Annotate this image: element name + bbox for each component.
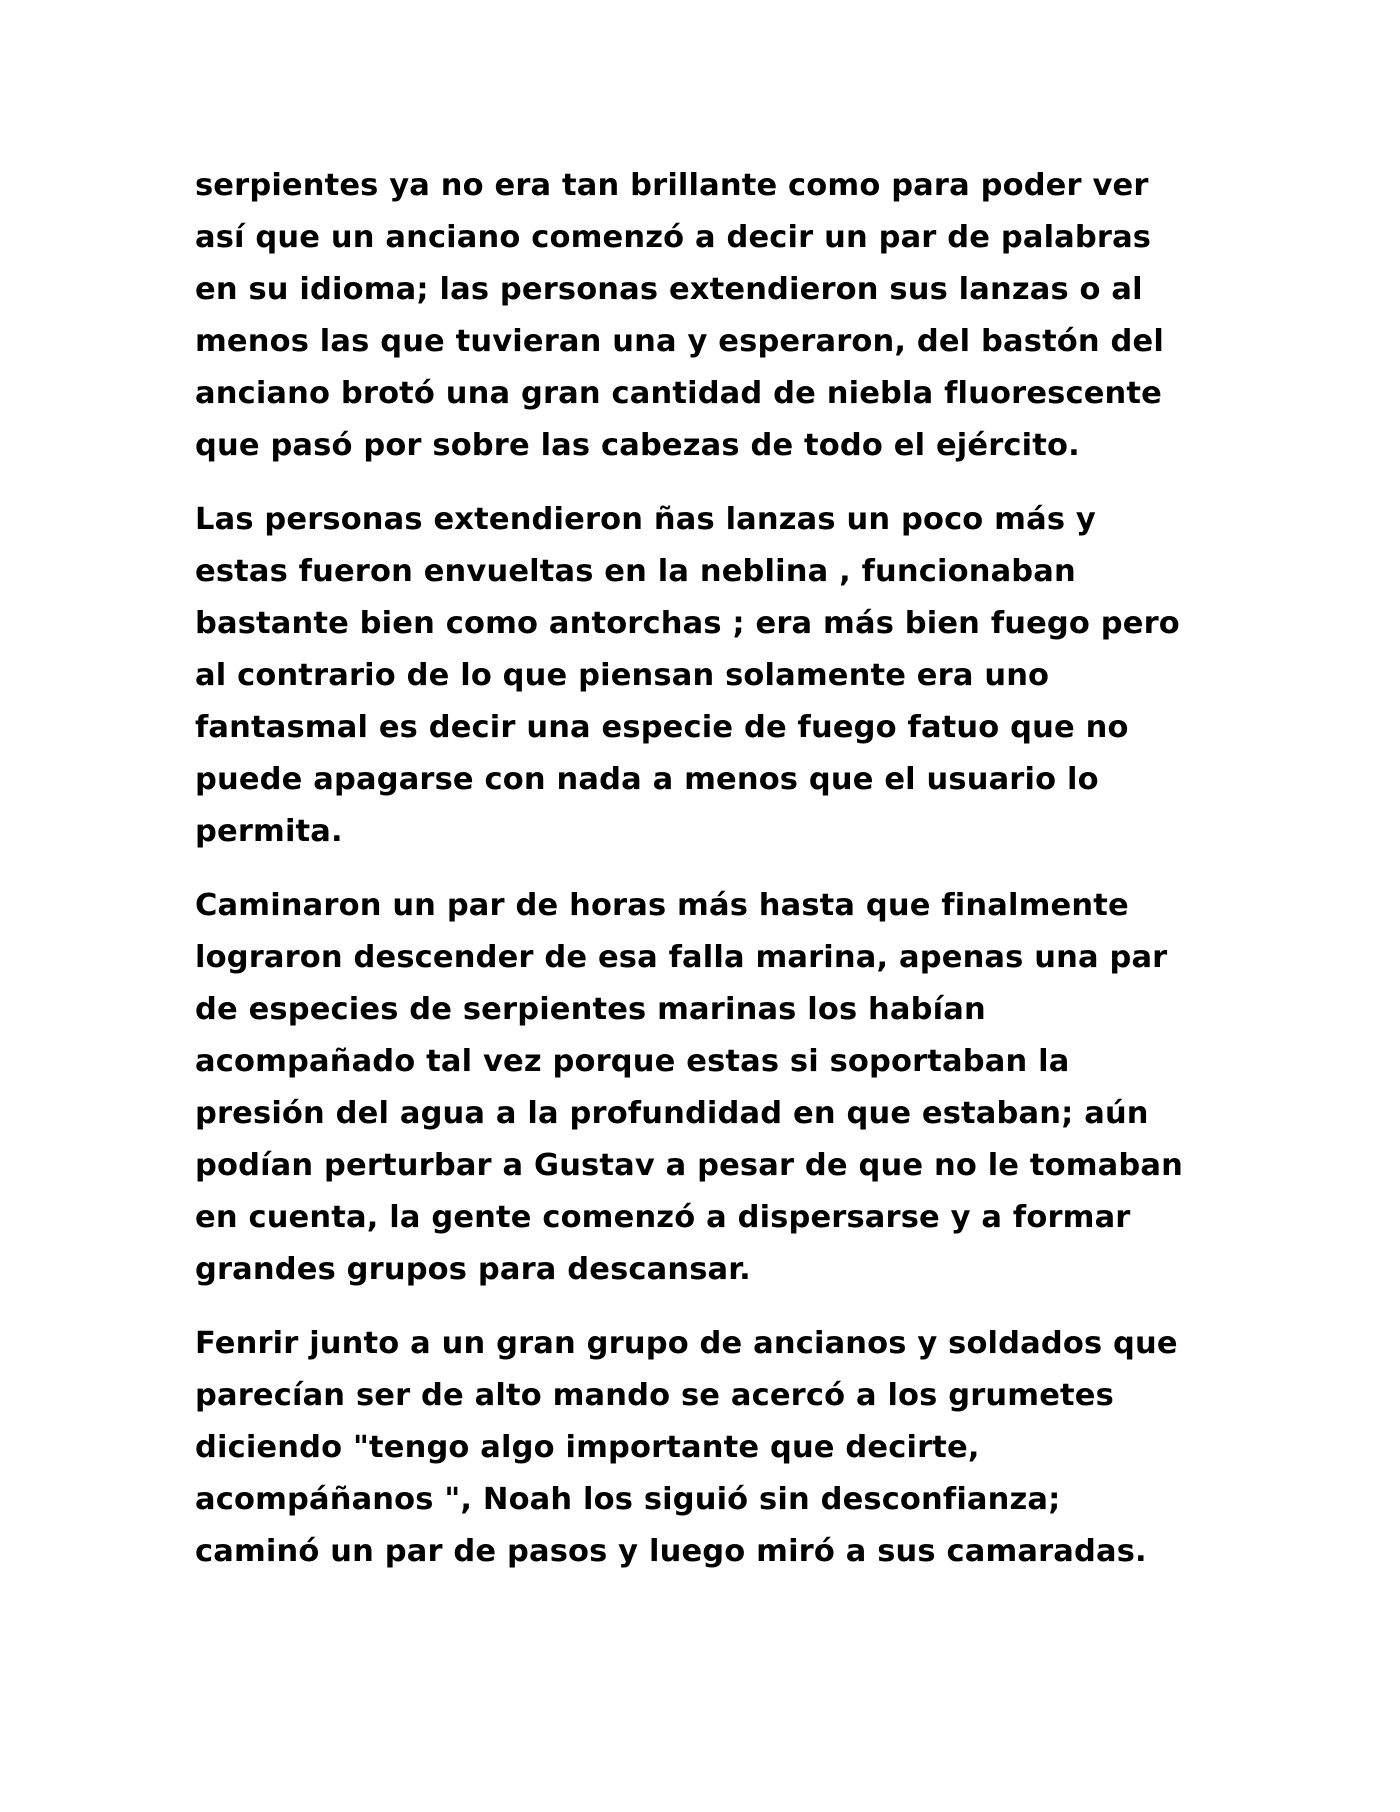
text-line: fantasmal es decir una especie de fuego fatuo que no [195, 710, 1129, 745]
paragraph-3 [195, 880, 1215, 1296]
text-line: Las personas extendieron ñas lanzas un poco más y [195, 502, 1096, 537]
text-line: así que un anciano comenzó a decir un par de palabras [195, 220, 1152, 255]
text-line: bastante bien como antorchas ; era más bien fuego pero [195, 606, 1180, 641]
text-line: anciano brotó una gran cantidad de niebla fluorescente [195, 376, 1162, 411]
text-line: grandes grupos para descansar. [195, 1252, 751, 1287]
text-line: caminó un par de pasos y luego miró a sus camaradas. [195, 1534, 1147, 1569]
paragraph-2 [195, 494, 1215, 858]
text-line: acompañado tal vez porque estas si soportaban la [195, 1044, 1070, 1079]
text-line: puede apagarse con nada a menos que el usuario lo [195, 762, 1099, 797]
text-line: estas fueron envueltas en la neblina , funcionaban [195, 554, 1076, 589]
text-line: en su idioma; las personas extendieron sus lanzas o al [195, 272, 1143, 307]
text-line: permita. [195, 814, 343, 849]
text-line: en cuenta, la gente comenzó a dispersarse y a formar [195, 1200, 1131, 1235]
text-line: diciendo "tengo algo importante que decirte, [195, 1430, 980, 1465]
paragraph-1 [195, 160, 1215, 472]
text-line: parecían ser de alto mando se acercó a los grumetes [195, 1378, 1114, 1413]
text-line: Caminaron un par de horas más hasta que finalmente [195, 888, 1129, 923]
body-text [195, 160, 1215, 1600]
text-line: lograron descender de esa falla marina, apenas una par [195, 940, 1168, 975]
text-line: acompáñanos ", Noah los siguió sin desconfianza; [195, 1482, 1061, 1517]
text-line: Fenrir junto a un gran grupo de ancianos y soldados que [195, 1326, 1178, 1361]
text-line: que pasó por sobre las cabezas de todo el ejército. [195, 428, 1080, 463]
text-line: de especies de serpientes marinas los habían [195, 992, 986, 1027]
text-line: menos las que tuvieran una y esperaron, del bastón del [195, 324, 1164, 359]
paragraph-4 [195, 1318, 1215, 1578]
text-line: podían perturbar a Gustav a pesar de que no le tomaban [195, 1148, 1183, 1183]
text-line: al contrario de lo que piensan solamente era uno [195, 658, 1050, 693]
text-line: serpientes ya no era tan brillante como para poder ver [195, 168, 1149, 203]
text-line: presión del agua a la profundidad en que estaban; aún [195, 1096, 1149, 1131]
